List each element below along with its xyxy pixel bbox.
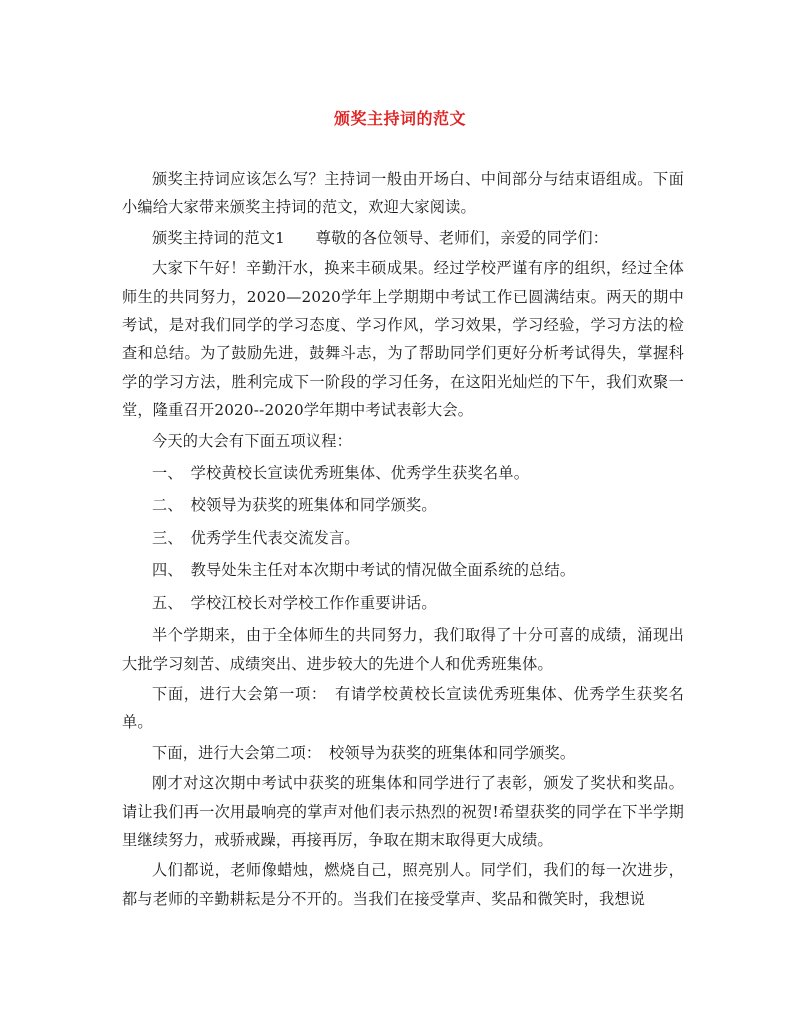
agenda-item-5: 五、 学校江校长对学校工作作重要讲话。 bbox=[152, 593, 437, 612]
teacher-paragraph: 人们都说，老师像蜡烛，燃烧自己，照亮别人。同学们，我们的每一次进步，都与老师的辛勤耕耘是分不开的。当我们在接受掌声、奖品和微笑时，我想说 bbox=[122, 861, 684, 908]
agenda-item-2: 二、 校领导为获奖的班集体和同学颁奖。 bbox=[152, 496, 437, 515]
intro-paragraph: 颁奖主持词应该怎么写？主持词一般由开场白、中间部分与结束语组成。下面小编给大家带来颁奖主持词的范文，欢迎大家阅读。 bbox=[122, 170, 684, 217]
achievement-paragraph: 半个学期来，由于全体师生的共同努力，我们取得了十分可喜的成绩，涌现出大批学习刻苦、成绩突出、进步较大的先进个人和优秀班集体。 bbox=[122, 626, 684, 673]
agenda-intro: 今天的大会有下面五项议程： bbox=[152, 431, 353, 450]
agenda-item-1: 一、 学校黄校长宣读优秀班集体、优秀学生获奖名单。 bbox=[152, 464, 530, 483]
congratulation-paragraph: 刚才对这次期中考试中获奖的班集体和同学进行了表彰，颁发了奖状和奖品。请让我们再一次用最响亮的掌声对他们表示热烈的祝贺!希望获奖的同学在下半学期里继续努力，戒骄戒躁，再接再厉，争取在期末取得更大成绩。 bbox=[122, 774, 684, 849]
sample-heading-paragraph: 颁奖主持词的范文1 尊敬的各位领导、老师们，亲爱的同学们： bbox=[152, 228, 609, 247]
document-body bbox=[122, 165, 684, 915]
item-two-paragraph: 下面，进行大会第二项： 校领导为获奖的班集体和同学颁奖。 bbox=[152, 743, 576, 762]
agenda-item-3: 三、 优秀学生代表交流发言。 bbox=[152, 528, 360, 547]
greeting-paragraph: 大家下午好！辛勤汗水，换来丰硕成果。经过学校严谨有序的组织，经过全体师生的共同努力，2020—2020学年上学期期中考试工作已圆满结束。两天的期中考试，是对我们同学的学习态度、学习作风，学习效果，学习经验，学习方法的检查和总结。为了鼓励先进，鼓舞斗志，为了帮助同学们更好分析考试得失，掌握科学的学习方法，胜利完成下一阶段的学习任务，在这阳光灿烂的下午，我们欢聚一堂，隆重召开2020--2020学年期中考试表彰大会。 bbox=[122, 259, 684, 420]
agenda-item-4: 四、 教导处朱主任对本次期中考试的情况做全面系统的总结。 bbox=[152, 561, 576, 580]
document-title: 颁奖主持词的范文 bbox=[333, 109, 466, 128]
item-one-paragraph: 下面，进行大会第一项： 有请学校黄校长宣读优秀班集体、优秀学生获奖名单。 bbox=[122, 684, 684, 732]
